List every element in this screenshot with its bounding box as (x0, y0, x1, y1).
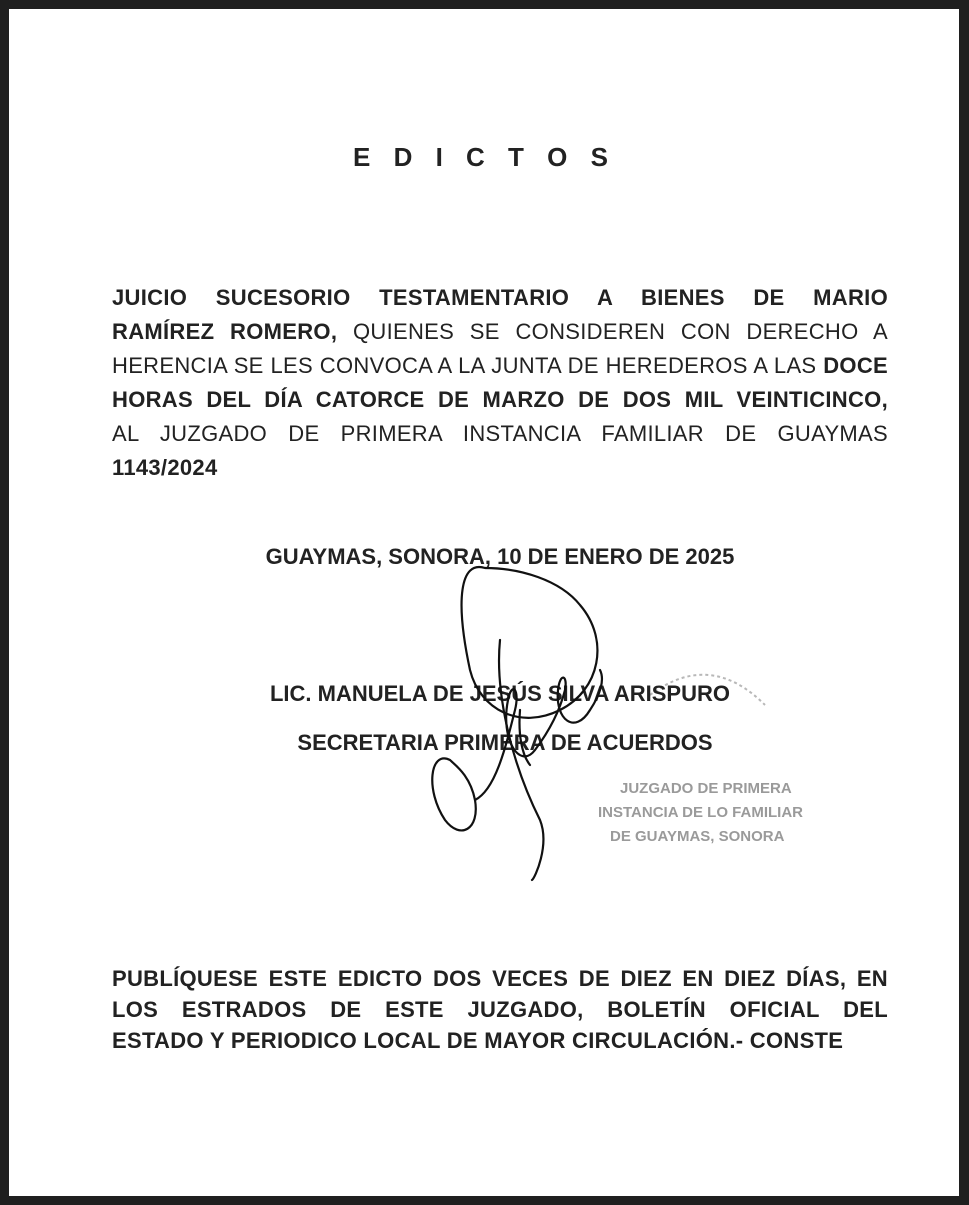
body-line (112, 383, 888, 417)
body-line (112, 451, 888, 485)
stamp-line-1: JUZGADO DE PRIMERA (620, 780, 792, 797)
place-date: GUAYMAS, SONORA, 10 DE ENERO DE 2025 (265, 544, 735, 569)
signer-name: LIC. MANUELA DE JESÚS SILVA ARISPURO (269, 681, 730, 706)
signer-role: SECRETARIA PRIMERA DE ACUERDOS (297, 730, 713, 755)
body-line (112, 349, 888, 383)
body-text-run: QUIENES SE CONSIDEREN CON DERECHO A (337, 319, 888, 344)
body-line (112, 315, 888, 349)
publication-line: LOS ESTRADOS DE ESTE JUZGADO, BOLETÍN OFICIAL DEL (112, 997, 888, 1022)
stamp-line-2: INSTANCIA DE LO FAMILIAR (598, 804, 803, 821)
publication-line: PUBLÍQUESE ESTE EDICTO DOS VECES DE DIEZ EN DIEZ DÍAS, EN (112, 966, 888, 991)
body-text-run: AL JUZGADO DE PRIMERA INSTANCIA FAMILIAR DE GUAYMAS (112, 421, 888, 446)
body-text-run: RAMÍREZ ROMERO, (112, 319, 338, 344)
body-line (112, 281, 888, 315)
body-text-run: HERENCIA SE LES CONVOCA A LA JUNTA DE HEREDEROS A LAS (112, 353, 824, 378)
body-text-run: DOCE (823, 353, 888, 378)
body-text-run: 1143/2024 (112, 455, 218, 480)
body-line (112, 417, 888, 451)
handwritten-signature (400, 560, 660, 890)
body-text-run: JUICIO SUCESORIO TESTAMENTARIO A BIENES DE MARIO (112, 285, 888, 310)
stamp-line-3: DE GUAYMAS, SONORA (610, 828, 785, 845)
body-text-run: HORAS DEL DÍA CATORCE DE MARZO DE DOS MIL VEINTICINCO, (112, 387, 888, 412)
edict-body (112, 281, 888, 485)
publication-notice (112, 963, 888, 1056)
publication-line: ESTADO Y PERIODICO LOCAL DE MAYOR CIRCULACIÓN.- CONSTE (112, 1028, 844, 1053)
document-title: E D I C T O S (353, 142, 616, 172)
